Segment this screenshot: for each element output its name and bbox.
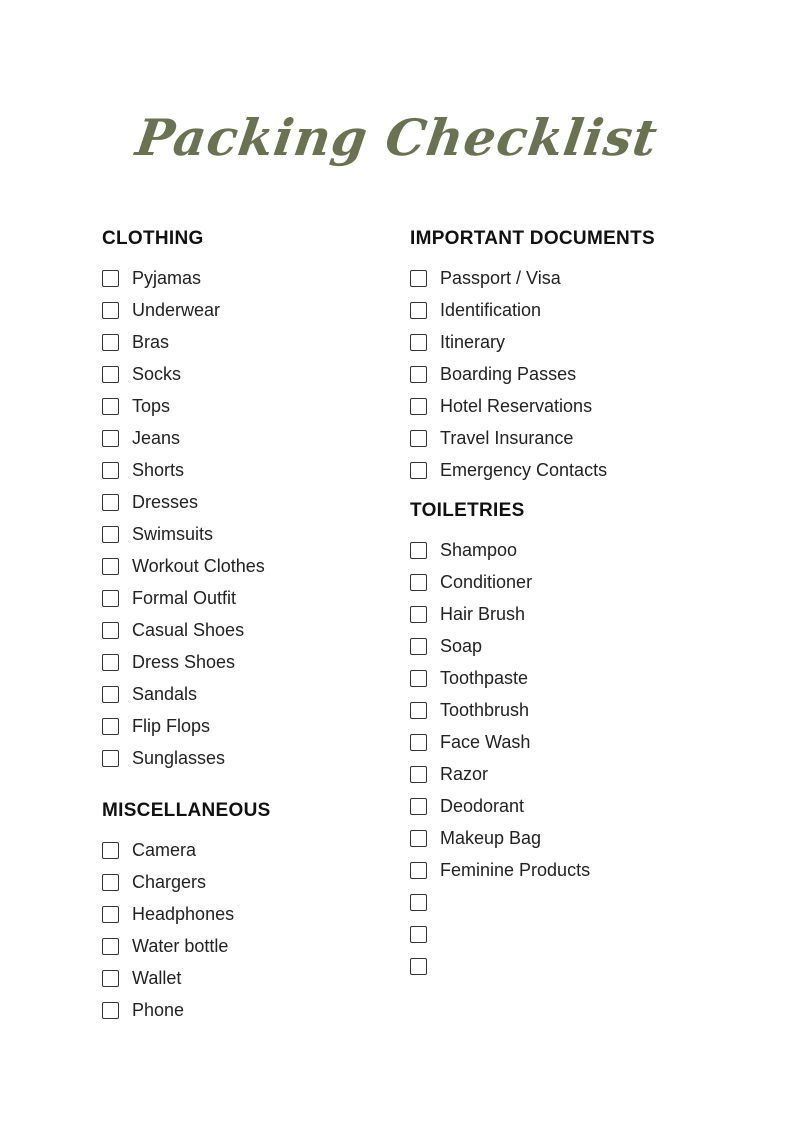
checkbox[interactable] (410, 430, 427, 447)
checklist-item (102, 486, 265, 518)
checkbox[interactable] (410, 638, 427, 655)
checkbox[interactable] (102, 842, 119, 859)
checklist-item (102, 962, 271, 994)
checklist-item-label: Conditioner (440, 572, 533, 592)
section-heading-documents: IMPORTANT DOCUMENTS (410, 228, 655, 249)
checklist-item-label: Workout Clothes (132, 556, 265, 576)
checklist-item-label: Swimsuits (132, 524, 214, 544)
checkbox[interactable] (410, 830, 427, 847)
checklist-item-label: Socks (132, 364, 182, 384)
checklist-item (102, 646, 265, 678)
checkbox[interactable] (102, 558, 119, 575)
checklist-item (410, 630, 590, 662)
checklist-item-label: Itinerary (440, 332, 506, 352)
checkbox[interactable] (102, 654, 119, 671)
section-miscellaneous (102, 800, 271, 1026)
section-heading-toiletries: TOILETRIES (410, 500, 525, 521)
checklist-item-label: Headphones (132, 904, 235, 924)
checklist-toiletries (410, 534, 590, 982)
checklist-item-label: Boarding Passes (440, 364, 577, 384)
checklist-item-label: Hotel Reservations (440, 396, 593, 416)
checklist-item-label: Soap (440, 636, 483, 656)
checklist-miscellaneous (102, 834, 271, 1026)
checkbox[interactable] (102, 906, 119, 923)
checkbox[interactable] (410, 462, 427, 479)
checklist-item (410, 790, 590, 822)
checklist-item-label: Sandals (132, 684, 198, 704)
checkbox[interactable] (102, 302, 119, 319)
checkbox[interactable] (102, 398, 119, 415)
checklist-item (410, 950, 590, 982)
checklist-item-label: Bras (132, 332, 170, 352)
checklist-item (102, 358, 265, 390)
checklist-item-label: Emergency Contacts (440, 460, 608, 480)
checklist-item-label: Underwear (132, 300, 221, 320)
checklist-item (102, 930, 271, 962)
checklist-item-label: Shorts (132, 460, 185, 480)
checklist-item-label: Formal Outfit (132, 588, 237, 608)
checkbox[interactable] (410, 302, 427, 319)
checklist-item (410, 758, 590, 790)
checklist-clothing (102, 262, 265, 774)
checklist-item-label: Face Wash (440, 732, 531, 752)
checkbox[interactable] (410, 702, 427, 719)
checklist-item-label: Flip Flops (132, 716, 211, 736)
checklist-item-label: Camera (132, 840, 197, 860)
checklist-item-label: Feminine Products (440, 860, 591, 880)
checklist-item (102, 390, 265, 422)
checkbox[interactable] (410, 798, 427, 815)
checklist-item-label: Toothpaste (440, 668, 529, 688)
checklist-item-label: Shampoo (440, 540, 518, 560)
checklist-item-label: Phone (132, 1000, 185, 1020)
checklist-item (102, 614, 265, 646)
checklist-item-label: Pyjamas (132, 268, 202, 288)
checkbox[interactable] (102, 494, 119, 511)
checklist-item-label: Casual Shoes (132, 620, 245, 640)
checklist-item-label: Travel Insurance (440, 428, 574, 448)
checklist-item (410, 598, 590, 630)
checkbox[interactable] (410, 542, 427, 559)
section-heading-miscellaneous: MISCELLANEOUS (102, 800, 271, 821)
checklist-item (410, 694, 590, 726)
checklist-item (102, 994, 271, 1026)
checkbox[interactable] (102, 590, 119, 607)
checkbox[interactable] (410, 958, 427, 975)
checklist-item (410, 886, 590, 918)
checklist-item (410, 358, 655, 390)
checklist-item-label: Tops (132, 396, 171, 416)
section-clothing (102, 228, 265, 774)
page-title: Packing Checklist (132, 108, 662, 167)
checkbox[interactable] (410, 894, 427, 911)
checklist-item (102, 898, 271, 930)
checkbox[interactable] (102, 622, 119, 639)
checklist-item-label: Makeup Bag (440, 828, 542, 848)
checkbox[interactable] (410, 574, 427, 591)
checklist-item (102, 422, 265, 454)
checkbox[interactable] (102, 686, 119, 703)
checkbox[interactable] (102, 970, 119, 987)
checkbox[interactable] (102, 750, 119, 767)
checklist-item-label: Dress Shoes (132, 652, 236, 672)
checkbox[interactable] (102, 526, 119, 543)
checklist-item (410, 854, 590, 886)
checkbox[interactable] (410, 926, 427, 943)
checkbox[interactable] (410, 606, 427, 623)
checklist-item (102, 678, 265, 710)
checkbox[interactable] (410, 862, 427, 879)
checklist-item (102, 518, 265, 550)
checklist-item (410, 454, 655, 486)
checklist-item-label: Water bottle (132, 936, 229, 956)
checkbox[interactable] (410, 366, 427, 383)
checklist-item (410, 422, 655, 454)
checklist-item (410, 918, 590, 950)
checklist-item (102, 834, 271, 866)
checkbox[interactable] (102, 462, 119, 479)
checklist-item (410, 390, 655, 422)
checkbox[interactable] (410, 334, 427, 351)
checklist-item-label: Wallet (132, 968, 182, 988)
checklist-documents (410, 262, 655, 486)
checkbox[interactable] (410, 670, 427, 687)
checklist-item-label: Sunglasses (132, 748, 226, 768)
checkbox[interactable] (410, 734, 427, 751)
checklist-item (410, 822, 590, 854)
checklist-item-label: Jeans (132, 428, 181, 448)
checklist-item (102, 550, 265, 582)
checklist-item (102, 454, 265, 486)
checklist-item-label: Deodorant (440, 796, 525, 816)
checkbox[interactable] (410, 766, 427, 783)
checklist-item-label: Dresses (132, 492, 199, 512)
checklist-item (102, 582, 265, 614)
checklist-item (102, 742, 265, 774)
checkbox[interactable] (102, 270, 119, 287)
checklist-item-label: Razor (440, 764, 489, 784)
checklist-item-label: Chargers (132, 872, 207, 892)
checklist-item (410, 534, 590, 566)
checkbox[interactable] (102, 1002, 119, 1019)
section-heading-clothing: CLOTHING (102, 228, 204, 249)
checklist-item (410, 294, 655, 326)
checkbox[interactable] (102, 366, 119, 383)
section-important-documents (410, 228, 655, 486)
checklist-item (102, 866, 271, 898)
checklist-item (102, 326, 265, 358)
checkbox[interactable] (410, 270, 427, 287)
checklist-item (410, 326, 655, 358)
checklist-item (410, 566, 590, 598)
checklist-item-label: Passport / Visa (440, 268, 561, 288)
section-toiletries (410, 500, 590, 982)
checklist-item-label: Hair Brush (440, 604, 526, 624)
checklist-item (410, 726, 590, 758)
checkbox[interactable] (102, 718, 119, 735)
checkbox[interactable] (102, 334, 119, 351)
checklist-item (102, 710, 265, 742)
checklist-item (102, 262, 265, 294)
checklist-item-label: Identification (440, 300, 542, 320)
checkbox[interactable] (102, 430, 119, 447)
checklist-item (410, 262, 655, 294)
checklist-item-label: Toothbrush (440, 700, 530, 720)
checkbox[interactable] (102, 874, 119, 891)
checklist-item (102, 294, 265, 326)
checklist-item (410, 662, 590, 694)
checkbox[interactable] (410, 398, 427, 415)
checkbox[interactable] (102, 938, 119, 955)
